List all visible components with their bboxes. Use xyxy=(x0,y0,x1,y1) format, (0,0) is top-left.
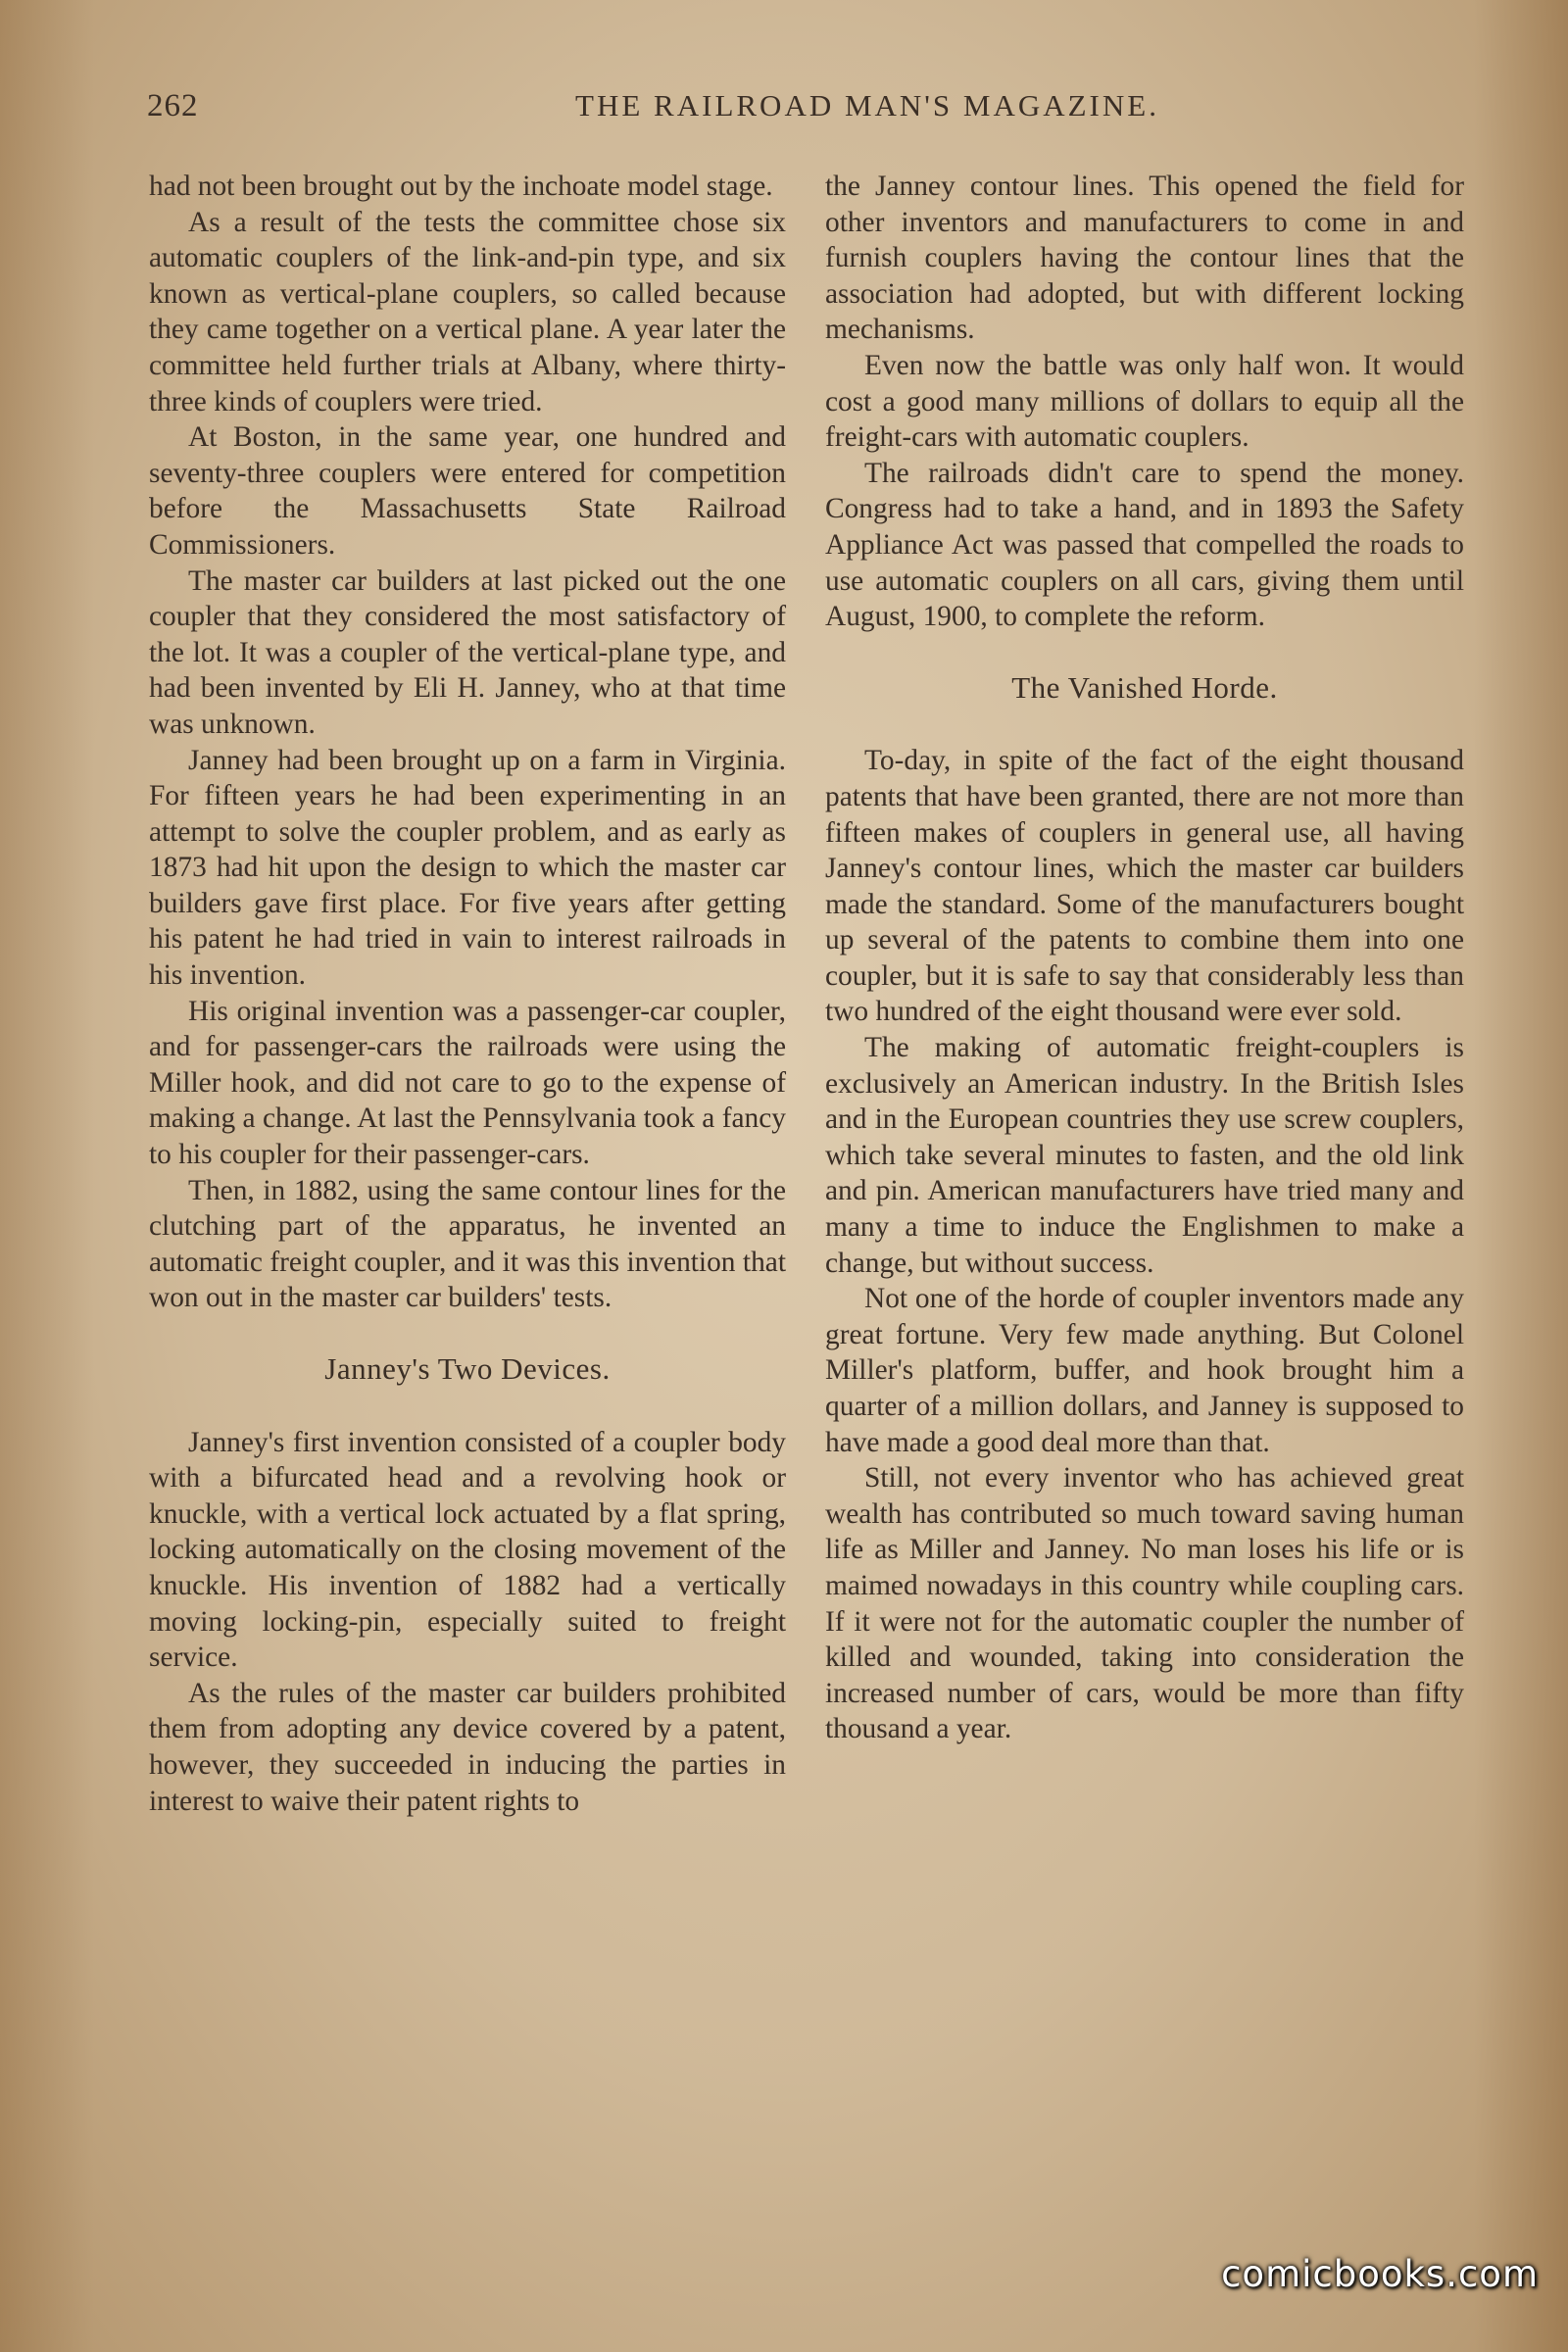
paragraph: Still, not every inventor who has achieved great wealth has contributed so much toward saving human life as Miller and Janney. No man loses his life or is maimed nowadays in this country while coupling cars. If it were not for the automatic coupler the number of killed and wounded, taking into consideration the increased number of cars, would be more than fifty thousand a year. xyxy=(825,1462,1464,1745)
running-title: THE RAILROAD MAN'S MAGAZINE. xyxy=(575,88,1159,122)
paragraph: Even now the battle was only half won. It would cost a good many millions of dollars to equip all the freight-cars with automatic couplers. xyxy=(825,349,1464,454)
section-heading: Janney's Two Devices. xyxy=(324,1351,611,1386)
paragraph: Then, in 1882, using the same contour lines for the clutching part of the apparatus, he invented an automatic freight coupler, and it was this invention that won out in the master car builders' tests. xyxy=(149,1174,786,1314)
left-column xyxy=(149,169,786,1819)
paragraph: the Janney contour lines. This opened the field for other inventors and manufacturers to come in and furnish couplers having the contour lines that the association had adopted, but with different locking mechanisms. xyxy=(825,171,1464,346)
paragraph: His original invention was a passenger-car coupler, and for passenger-cars the railroads were using the Miller hook, and did not care to go to the expense of making a change. At last the Pennsylvania took a fancy to his coupler for their passenger-cars. xyxy=(149,995,786,1171)
paragraph: As a result of the tests the committee chose six automatic couplers of the link-and-pin type, and six known as vertical-plane couplers, so called because they came together on a vertical plane. A year later the committee held further trials at Albany, where thirty-three kinds of couplers were tried. xyxy=(149,206,786,417)
paragraph: Janney had been brought up on a farm in Virginia. For fifteen years he had been experimenting in an attempt to solve the coupler problem, and as early as 1873 had hit upon the design to which the master car builders gave first place. For five years after getting his patent he had tried in vain to interest railroads in his invention. xyxy=(149,744,786,992)
page-header xyxy=(147,88,1470,137)
paragraph: The railroads didn't care to spend the money. Congress had to take a hand, and in 1893 the Safety Appliance Act was passed that compelled the roads to use automatic couplers on all cars, giving them until August, 1900, to complete the reform. xyxy=(825,457,1464,633)
paragraph: The making of automatic freight-couplers is exclusively an American industry. In the British Isles and in the European countries they use screw couplers, which take several minutes to fasten, and the old link and pin. American manufacturers have tried many and many a time to induce the Englishmen to make a change, but without success. xyxy=(825,1032,1464,1279)
paragraph: The master car builders at last picked out the one coupler that they considered the most satisfactory of the lot. It was a coupler of the vertical-plane type, and had been invented by Eli H. Janney, who at that time was unknown. xyxy=(149,564,786,740)
paragraph: Janney's first invention consisted of a coupler body with a bifurcated head and a revolving hook or knuckle, with a vertical lock actuated by a flat spring, locking automatically on the closing movement of the knuckle. His invention of 1882 had a vertically moving locking-pin, especially suited to freight service. xyxy=(149,1426,786,1674)
paragraph: To-day, in spite of the fact of the eight thousand patents that have been granted, there are not more than fifteen makes of couplers in general use, all having Janney's contour lines, which the master car builders made the standard. Some of the manufacturers bought up several of the patents to combine them into one coupler, but it is safe to say that considerably less than two hundred of the eight thousand were ever sold. xyxy=(825,745,1464,1028)
paragraph: At Boston, in the same year, one hundred and seventy-three couplers were entered for competition before the Massachusetts State Railroad Commissioners. xyxy=(149,421,786,561)
paragraph: As the rules of the master car builders prohibited them from adopting any device covered by a patent, however, they succeeded in inducing the parties in interest to waive their patent rights to xyxy=(149,1677,786,1817)
page-number: 262 xyxy=(147,88,199,123)
paragraph: had not been brought out by the inchoate model stage. xyxy=(149,171,773,202)
watermark: comicbooks.com xyxy=(1221,2253,1539,2295)
paragraph: Not one of the horde of coupler inventors made any great fortune. Very few made anything. But Colonel Miller's platform, buffer, and hook brought him a quarter of a million dollars, and Janney is supposed to have made a good deal more than that. xyxy=(825,1283,1464,1458)
right-column xyxy=(825,169,1464,1747)
section-heading: The Vanished Horde. xyxy=(1011,669,1278,705)
